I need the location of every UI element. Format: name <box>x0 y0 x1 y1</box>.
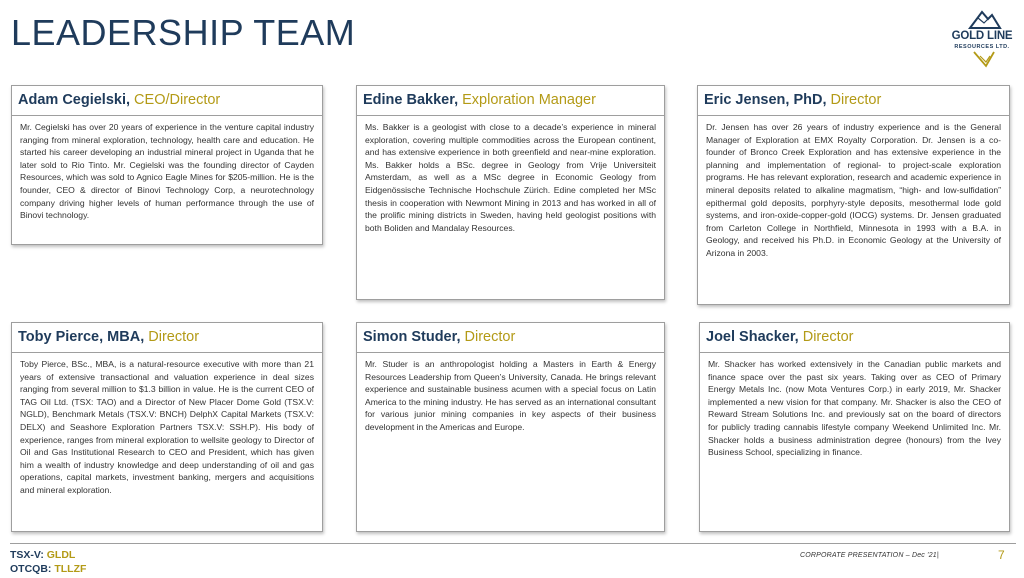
page-number: 7 <box>998 548 1005 562</box>
person-name: Toby Pierce, MBA, <box>18 329 149 345</box>
gold-line-logo <box>944 6 1020 70</box>
card-header <box>698 86 1009 116</box>
bio-card-edine-bakker <box>356 85 665 300</box>
logo-wordmark: GOLD LINE <box>951 30 1013 42</box>
logo-subtitle: RESOURCES LTD. <box>954 44 1010 50</box>
person-role: Director <box>830 92 882 108</box>
person-role: Exploration Manager <box>462 92 596 108</box>
bio-card-toby-pierce <box>11 322 323 532</box>
person-name: Adam Cegielski, <box>18 92 135 108</box>
person-name: Eric Jensen, PhD, <box>704 92 831 108</box>
ticker-tsxv <box>10 549 75 561</box>
bio-card-adam-cegielski <box>11 85 323 245</box>
bio-card-eric-jensen <box>697 85 1010 305</box>
person-bio: Mr. Shacker has worked extensively in the Canadian public markets and finance space over the past six years. Taking over as CEO of Primary Energy Metals Inc. (now Mota Ventures Corp.) in early 2019, Mr. Shacker implemented a new vision for that company. Mr. Shacker is also the CEO of Reward Stream Solutions Inc. and previously sat on the board of directors for publicly trading cannabis lifestyle company Weekend Unlimited Inc. Mr. Shacker holds a business administration degree (honours) from the Ivey Business School, specializing in finance. <box>708 359 1001 458</box>
person-role: Director <box>802 329 854 345</box>
card-header <box>357 86 664 116</box>
footer-presentation-note: CORPORATE PRESENTATION – Dec '21| <box>800 552 939 559</box>
person-bio: Mr. Studer is an anthropologist holding a Masters in Earth & Energy Resources Leadership from Queen’s University, Canada. He brings relevant experience and sustainable business acumen with a special focus on Latin America to the mining industry. He has served as an international consultant for various junior mining companies in key aspects of their business development in the Americas and Europe. <box>365 359 656 432</box>
page-title: LEADERSHIP TEAM <box>11 12 356 53</box>
ticker-exchange: OTCQB: <box>10 563 52 575</box>
person-bio: Ms. Bakker is a geologist with close to a decade’s experience in mineral exploration, covering multiple commodities across the European continent, and has extensive experience in both greenfield and near-mine exploration. Ms. Bakker holds a BSc. degree in Geology from Vrije Universiteit Amsterdam, as well as a MSc degree in Economic Geology from Eidgenössische Technische Hochschule Zürich. Edine completed her MSc thesis in cooperation with Newmont Mining in 2013 and has worked in all of the prolific mining districts in Sweden, having held geologist positions with both Boliden and Mandalay Resources. <box>365 122 656 233</box>
person-bio: Mr. Cegielski has over 20 years of experience in the venture capital industry ranging from mineral exploration, technology, health care and education. He started his career developing an industrial mineral project in Uganda that he later sold to Rio Tinto. Mr. Cegielski was the founding director of Cayden Resources, which was sold to Agnico Eagle Mines for $205-million. He is the founder, CEO & director of Binovi Technology Corp, a neurotechnology company driving higher levels of human performance through the use of Binovi technology. <box>20 122 314 221</box>
person-name: Joel Shacker, <box>706 329 803 345</box>
person-role: CEO/Director <box>134 92 221 108</box>
card-header <box>357 323 664 353</box>
ticker-symbol: GLDL <box>46 549 76 561</box>
ticker-otcqb <box>10 563 86 575</box>
person-role: Director <box>464 329 516 345</box>
person-role: Director <box>148 329 200 345</box>
ticker-symbol: TLLZF <box>54 563 87 575</box>
person-name: Edine Bakker, <box>363 92 463 108</box>
person-bio: Toby Pierce, BSc., MBA, is a natural-resource executive with more than 21 years of extensive transactional and valuation experience in deal sizes ranging from several million to $1.3 billion in value. He is the current CEO of TAG Oil Ltd. (TSX: TAO) and a Director of New Placer Dome Gold (TSX.V: NGLD), Benchmark Metals (TSX.V: BNCH) DelphX Capital Markets (TSX.V: DELX) and Seashore Exploration Partners TSX.V: SSH.P). His body of experience, ranges from mineral exploration to wellsite geology to Director of Oil and Gas Institutional Research to CEO and President, which has given him a wealth of industry knowledge and deep understanding of oil and gas operations, capital markets, investment banking, mergers and acquisitions and mineral exploration. <box>20 359 314 495</box>
card-header <box>700 323 1009 353</box>
person-name: Simon Studer, <box>363 329 465 345</box>
bio-card-joel-shacker <box>699 322 1010 532</box>
footer-divider <box>10 543 1016 544</box>
bio-card-simon-studer <box>356 322 665 532</box>
card-header <box>12 323 322 353</box>
person-bio: Dr. Jensen has over 26 years of industry experience and is the General Manager of Exploration at EMX Royalty Corporation. Dr. Jensen is a co-founder of Bronco Creek Exploration and has extensive experience in the planning and implementation of regional- to project-scale exploration programs. He has relevant exploration, research and academic experience in mineral deposits related to alkaline magmatism, “high- and low-sulfidation” epithermal gold deposits, porphyry-style deposits, mesothermal lode gold systems, and iron-oxide-copper-gold (IOCG) systems. Dr. Jensen graduated from Carleton College in Northfield, Minnesota in 1993 with a B.A. in Geology, and received his Ph.D. in Economic Geology at the University of Arizona in 2003. <box>706 122 1001 258</box>
card-header <box>12 86 322 116</box>
ticker-exchange: TSX-V: <box>10 549 44 561</box>
